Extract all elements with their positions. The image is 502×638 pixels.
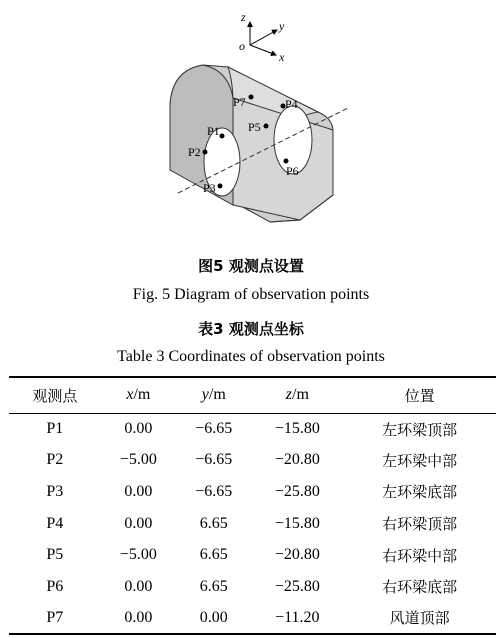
chamber-solid [170, 65, 333, 222]
table-caption-cn: 表3 观测点坐标 [198, 320, 304, 338]
header-z-unit: /m [292, 386, 309, 404]
header-x [101, 377, 176, 413]
cell-z: −25.80 [274, 577, 320, 595]
coordinate-axes [239, 10, 285, 64]
cell-location: 右环梁顶部 [382, 515, 458, 534]
point-p5-marker [264, 124, 269, 129]
cell-point: P7 [9, 603, 101, 635]
cell-z: −25.80 [274, 482, 320, 500]
table-row [9, 603, 496, 635]
cell-y: 6.65 [199, 577, 228, 595]
table-row [9, 508, 496, 540]
point-p1-label: P1 [207, 124, 220, 138]
cell-y: −6.65 [195, 482, 233, 500]
cell-location: 右环梁中部 [382, 546, 458, 565]
cell-z: −20.80 [274, 546, 320, 564]
header-y-var: y [201, 386, 209, 404]
cell-location: 左环梁顶部 [382, 420, 458, 439]
cell-point: P2 [46, 451, 64, 469]
point-p6-label: P6 [286, 164, 299, 178]
point-p7-label: P7 [233, 95, 246, 109]
cell-point: P5 [46, 546, 64, 564]
header-x-var: x [126, 386, 134, 404]
cell-y: 0.00 [176, 603, 251, 635]
point-p3-marker [218, 184, 223, 189]
cell-z: −15.80 [274, 514, 320, 532]
axis-origin-label: o [239, 39, 245, 53]
cell-x: 0.00 [124, 482, 153, 500]
point-p7-marker [249, 95, 254, 100]
cell-x: 0.00 [124, 514, 153, 532]
cell-z: −20.80 [274, 451, 320, 469]
cell-y: −6.65 [195, 420, 233, 438]
point-p3-label: P3 [203, 181, 216, 195]
table-row [9, 571, 496, 603]
cell-point: P3 [46, 482, 64, 500]
cell-point: P6 [46, 577, 64, 595]
cell-y: 6.65 [199, 546, 228, 564]
cell-location: 左环梁底部 [382, 483, 458, 502]
table-header-row [9, 377, 496, 413]
table-row [9, 476, 496, 508]
cell-location: 左环梁中部 [382, 451, 458, 470]
cell-x: 0.00 [124, 420, 153, 438]
cell-location: 右环梁底部 [382, 578, 458, 597]
observation-points-diagram [0, 0, 502, 238]
header-z-var: z [285, 386, 292, 404]
cell-location: 风道顶部 [343, 603, 496, 635]
cell-point: P4 [46, 514, 64, 532]
coordinates-table [9, 376, 496, 635]
cell-x: 0.00 [124, 577, 153, 595]
table-caption-en: Table 3 Coordinates of observation points [117, 348, 385, 365]
figure-caption-cn: 图5 观测点设置 [198, 257, 304, 275]
figure-caption-en: Fig. 5 Diagram of observation points [132, 286, 370, 303]
point-p2-marker [203, 150, 208, 155]
cell-z: −15.80 [274, 420, 320, 438]
header-point: 观测点 [9, 377, 101, 413]
axis-y-label: y [279, 19, 285, 33]
cell-point: P1 [46, 420, 64, 438]
cell-y: 6.65 [199, 514, 228, 532]
point-p2-label: P2 [188, 145, 201, 159]
cell-x: −5.00 [119, 451, 157, 469]
cell-x: 0.00 [101, 603, 176, 635]
header-y [176, 377, 251, 413]
axis-x-label: x [279, 50, 285, 64]
point-p1-marker [220, 134, 225, 139]
header-location: 位置 [343, 377, 496, 413]
table-row [9, 539, 496, 571]
axis-z-label: z [241, 10, 246, 24]
header-y-unit: /m [208, 386, 226, 404]
table-row [9, 413, 496, 445]
point-p6-marker [284, 159, 289, 164]
table-row [9, 445, 496, 477]
cell-y: −6.65 [195, 451, 233, 469]
point-p5-label: P5 [248, 120, 261, 134]
header-x-unit: /m [133, 386, 151, 404]
cell-x: −5.00 [119, 546, 157, 564]
cell-z: −11.20 [251, 603, 343, 635]
header-z [251, 377, 343, 413]
point-p4-label: P4 [285, 97, 298, 111]
